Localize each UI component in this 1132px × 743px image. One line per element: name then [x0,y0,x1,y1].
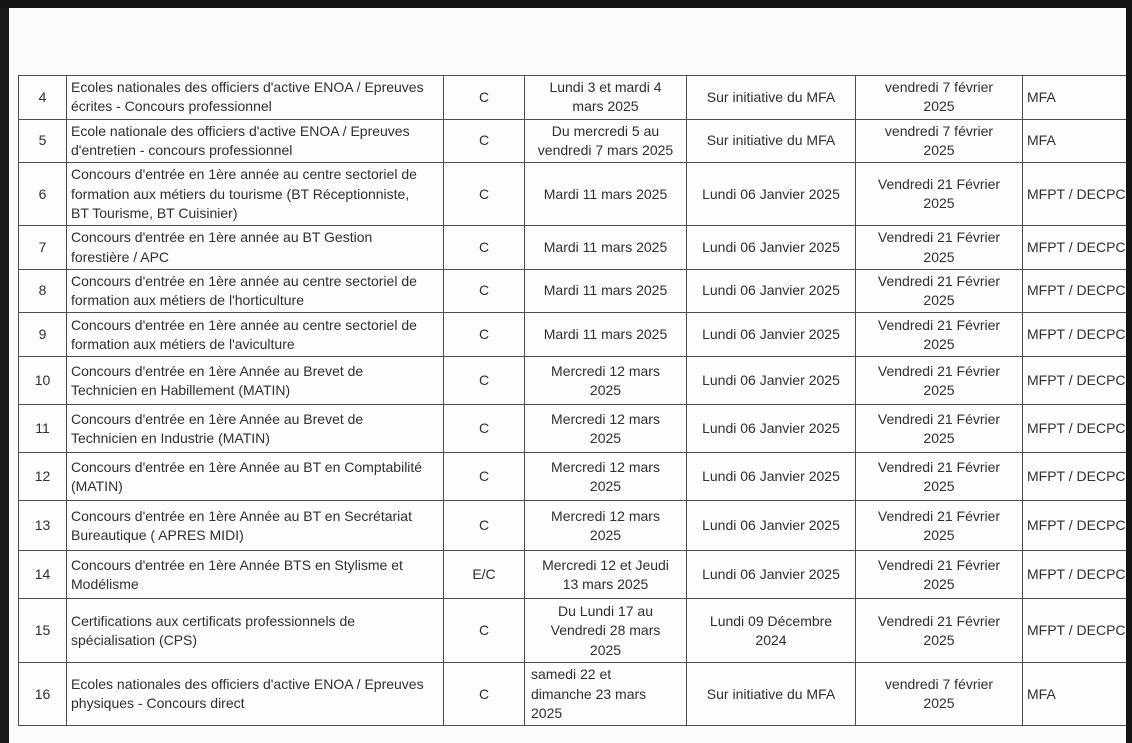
registration-start-date: Sur initiative du MFA [687,76,856,120]
exam-date: Mardi 11 mars 2025 [525,269,687,313]
exam-date: Mardi 11 mars 2025 [525,313,687,357]
exam-date: Du Lundi 17 au Vendredi 28 mars 2025 [525,599,687,663]
organizing-body: MFPT / DECPC [1023,501,1132,551]
row-number: 9 [19,313,67,357]
table-row [19,551,1132,599]
scan-frame-left [0,0,9,743]
exam-date: Lundi 3 et mardi 4 mars 2025 [525,76,687,120]
registration-deadline: Vendredi 21 Février 2025 [856,453,1023,501]
registration-start-date: Lundi 09 Décembre 2024 [687,599,856,663]
exam-description: Concours d'entrée en 1ère Année au BT en Comptabilité (MATIN) [67,453,444,501]
exam-type: C [444,313,525,357]
organizing-body: MFPT / DECPC [1023,599,1132,663]
table-row [19,453,1132,501]
table-row [19,269,1132,313]
table-row [19,119,1132,163]
table-row [19,76,1132,120]
exam-type: C [444,226,525,270]
row-number: 10 [19,357,67,405]
exam-date: samedi 22 et dimanche 23 mars 2025 [525,663,687,726]
row-number: 5 [19,119,67,163]
exam-description: Concours d'entrée en 1ère année au centre sectoriel de formation aux métiers du tourisme (BT Réceptionniste, BT Tourisme, BT Cuisinier) [67,163,444,226]
exam-type: C [444,501,525,551]
organizing-body: MFPT / DECPC [1023,226,1132,270]
schedule-table-body [19,76,1132,726]
organizing-body: MFPT / DECPC [1023,357,1132,405]
exam-date: Mardi 11 mars 2025 [525,226,687,270]
registration-deadline: Vendredi 21 Février 2025 [856,357,1023,405]
exam-description: Ecoles nationales des officiers d'active ENOA / Epreuves écrites - Concours professionnel [67,76,444,120]
table-row [19,663,1132,726]
exam-description: Concours d'entrée en 1ère Année au Brevet de Technicien en Habillement (MATIN) [67,357,444,405]
exam-description: Ecoles nationales des officiers d'active ENOA / Epreuves physiques - Concours direct [67,663,444,726]
registration-deadline: Vendredi 21 Février 2025 [856,599,1023,663]
row-number: 6 [19,163,67,226]
table-row [19,357,1132,405]
row-number: 14 [19,551,67,599]
row-number: 15 [19,599,67,663]
exam-date: Mercredi 12 mars 2025 [525,453,687,501]
table-row [19,313,1132,357]
table-row [19,599,1132,663]
row-number: 12 [19,453,67,501]
exam-description: Concours d'entrée en 1ère année au BT Gestion forestière / APC [67,226,444,270]
row-number: 4 [19,76,67,120]
registration-deadline: Vendredi 21 Février 2025 [856,163,1023,226]
registration-deadline: Vendredi 21 Février 2025 [856,405,1023,453]
registration-deadline: Vendredi 21 Février 2025 [856,501,1023,551]
registration-deadline: Vendredi 21 Février 2025 [856,226,1023,270]
registration-start-date: Lundi 06 Janvier 2025 [687,313,856,357]
registration-deadline: Vendredi 21 Février 2025 [856,313,1023,357]
table-row [19,163,1132,226]
organizing-body: MFPT / DECPC [1023,405,1132,453]
exam-date: Mercredi 12 mars 2025 [525,405,687,453]
exam-type: C [444,76,525,120]
exam-type: C [444,269,525,313]
exam-type: C [444,599,525,663]
exam-type: E/C [444,551,525,599]
registration-start-date: Lundi 06 Janvier 2025 [687,357,856,405]
exam-description: Concours d'entrée en 1ère année au centre sectoriel de formation aux métiers de l'aviculture [67,313,444,357]
registration-start-date: Lundi 06 Janvier 2025 [687,551,856,599]
table-row [19,226,1132,270]
registration-start-date: Lundi 06 Janvier 2025 [687,453,856,501]
organizing-body: MFPT / DECPC [1023,163,1132,226]
registration-deadline: vendredi 7 février 2025 [856,76,1023,120]
organizing-body: MFPT / DECPC [1023,269,1132,313]
table-row [19,501,1132,551]
row-number: 7 [19,226,67,270]
exam-type: C [444,453,525,501]
exam-type: C [444,163,525,226]
exam-description: Certifications aux certificats professionnels de spécialisation (CPS) [67,599,444,663]
registration-deadline: vendredi 7 février 2025 [856,663,1023,726]
exam-type: C [444,357,525,405]
row-number: 13 [19,501,67,551]
row-number: 8 [19,269,67,313]
registration-deadline: Vendredi 21 Février 2025 [856,269,1023,313]
exam-description: Concours d'entrée en 1ère Année BTS en Stylisme et Modélisme [67,551,444,599]
organizing-body: MFA [1023,663,1132,726]
exam-description: Ecole nationale des officiers d'active ENOA / Epreuves d'entretien - concours professionnel [67,119,444,163]
row-number: 11 [19,405,67,453]
row-number: 16 [19,663,67,726]
registration-start-date: Lundi 06 Janvier 2025 [687,226,856,270]
exam-date: Mardi 11 mars 2025 [525,163,687,226]
registration-start-date: Sur initiative du MFA [687,663,856,726]
registration-start-date: Lundi 06 Janvier 2025 [687,501,856,551]
organizing-body: MFPT / DECPC [1023,453,1132,501]
organizing-body: MFA [1023,76,1132,120]
scan-frame-right [1126,0,1132,743]
exam-description: Concours d'entrée en 1ère Année au BT en Secrétariat Bureautique ( APRES MIDI) [67,501,444,551]
document-page [9,8,1126,743]
organizing-body: MFPT / DECPC [1023,313,1132,357]
registration-start-date: Lundi 06 Janvier 2025 [687,163,856,226]
exam-date: Mercredi 12 mars 2025 [525,501,687,551]
registration-start-date: Lundi 06 Janvier 2025 [687,405,856,453]
registration-start-date: Sur initiative du MFA [687,119,856,163]
scan-frame-top [0,0,1132,8]
table-row [19,405,1132,453]
exam-description: Concours d'entrée en 1ère Année au Brevet de Technicien en Industrie (MATIN) [67,405,444,453]
exam-date: Du mercredi 5 au vendredi 7 mars 2025 [525,119,687,163]
exam-date: Mercredi 12 mars 2025 [525,357,687,405]
organizing-body: MFA [1023,119,1132,163]
exam-type: C [444,663,525,726]
registration-start-date: Lundi 06 Janvier 2025 [687,269,856,313]
exam-date: Mercredi 12 et Jeudi 13 mars 2025 [525,551,687,599]
registration-deadline: Vendredi 21 Février 2025 [856,551,1023,599]
exam-type: C [444,405,525,453]
exam-type: C [444,119,525,163]
exam-schedule-table [18,75,1132,726]
exam-description: Concours d'entrée en 1ère année au centre sectoriel de formation aux métiers de l'horticulture [67,269,444,313]
registration-deadline: vendredi 7 février 2025 [856,119,1023,163]
organizing-body: MFPT / DECPC [1023,551,1132,599]
